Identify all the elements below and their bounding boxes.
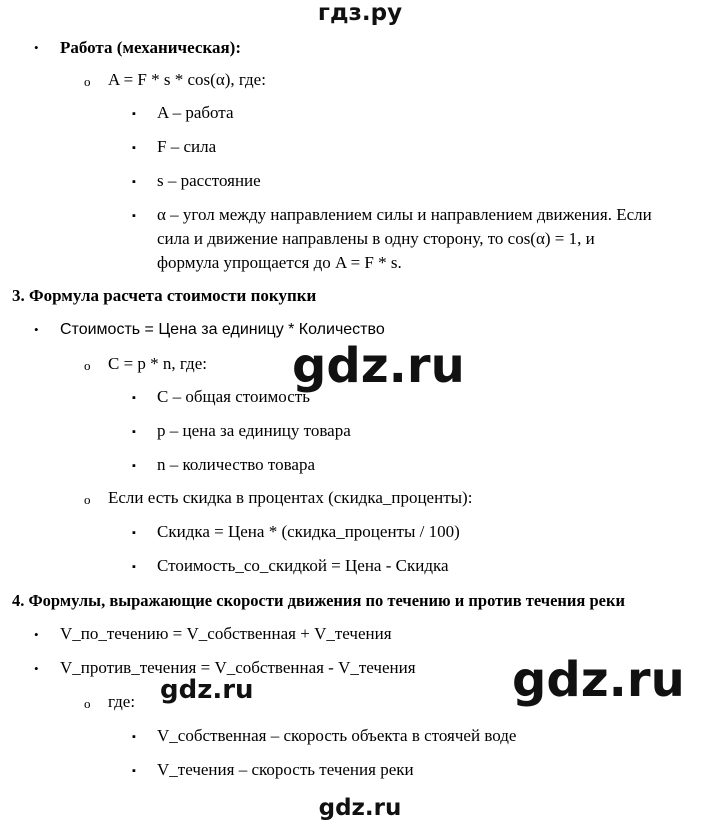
- bullet-square: ▪: [132, 176, 136, 188]
- watermark-right: gdz.ru: [512, 652, 685, 708]
- section3-def-n: n – количество товара: [157, 455, 316, 474]
- bullet-circle: o: [84, 492, 91, 507]
- work-def-s: s – расстояние: [157, 171, 261, 190]
- bullet-square: ▪: [132, 108, 136, 120]
- section3-formula: C = p * n, где:: [108, 354, 207, 373]
- section4-def-current: V_течения – скорость течения реки: [157, 760, 414, 779]
- work-formula: A = F * s * cos(α), где:: [108, 70, 266, 89]
- bullet-disc: •: [34, 661, 39, 676]
- section3-heading: 3. Формула расчета стоимости покупки: [12, 286, 317, 305]
- bullet-square: ▪: [132, 426, 136, 438]
- watermark-footer: gdz.ru: [318, 795, 402, 821]
- bullet-square: ▪: [132, 527, 136, 539]
- section3-discount-intro: Если есть скидка в процентах (скидка_проценты):: [108, 488, 473, 507]
- bullet-disc: •: [34, 40, 39, 55]
- section3-def-c: C – общая стоимость: [157, 387, 310, 406]
- work-title: Работа (механическая):: [60, 38, 241, 57]
- section4-heading: 4. Формулы, выражающие скорости движения по течению и против течения реки: [12, 591, 625, 610]
- section4-def-own: V_собственная – скорость объекта в стоячей воде: [157, 726, 517, 745]
- bullet-square: ▪: [132, 731, 136, 743]
- watermark-header: гдз.ру: [317, 0, 403, 26]
- work-def-alpha-3: формула упрощается до A = F * s.: [157, 253, 402, 272]
- bullet-circle: o: [84, 74, 91, 89]
- section4-formula-2: V_против_течения = V_собственная - V_течения: [60, 658, 416, 677]
- watermark-left: gdz.ru: [160, 675, 254, 705]
- bullet-square: ▪: [132, 392, 136, 404]
- bullet-square: ▪: [132, 765, 136, 777]
- bullet-circle: o: [84, 696, 91, 711]
- watermark-mid: gdz.ru: [292, 338, 465, 394]
- bullet-disc: •: [34, 322, 39, 337]
- bullet-square: ▪: [132, 210, 136, 222]
- section3-def-p: p – цена за единицу товара: [157, 421, 351, 440]
- bullet-disc: •: [34, 627, 39, 642]
- section4-where: где:: [108, 692, 136, 711]
- bullet-square: ▪: [132, 561, 136, 573]
- section4-formula-1: V_по_течению = V_собственная + V_течения: [60, 624, 392, 643]
- section3-discount-def-1: Скидка = Цена * (скидка_проценты / 100): [157, 522, 460, 541]
- section3-main: Стоимость = Цена за единицу * Количество: [60, 321, 385, 338]
- bullet-square: ▪: [132, 460, 136, 472]
- work-def-alpha-2: сила и движение направлены в одну сторону, то cos(α) = 1, и: [157, 229, 595, 248]
- work-def-alpha-1: α – угол между направлением силы и направлением движения. Если: [157, 205, 652, 224]
- bullet-circle: o: [84, 358, 91, 373]
- bullet-square: ▪: [132, 142, 136, 154]
- work-def-f: F – сила: [157, 137, 217, 156]
- work-def-a: A – работа: [157, 103, 234, 122]
- section3-discount-def-2: Стоимость_со_скидкой = Цена - Скидка: [157, 556, 449, 575]
